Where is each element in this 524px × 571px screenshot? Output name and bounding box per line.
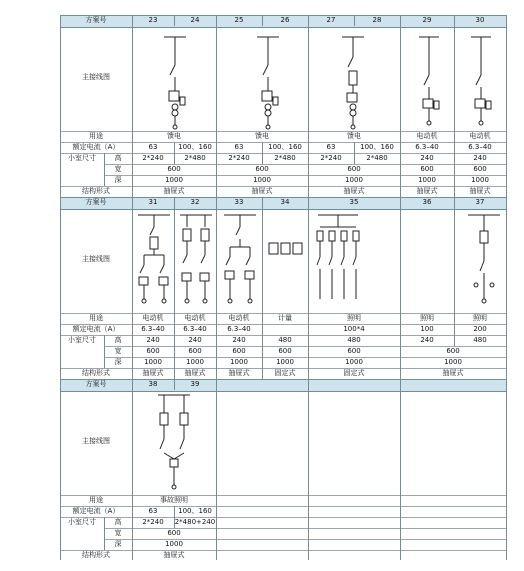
diagram-feeder-27-28: [338, 35, 368, 131]
depth-32: 1000: [186, 358, 204, 366]
scheme-32: 32: [190, 198, 200, 206]
width-23-24: 600: [167, 165, 181, 173]
usage-label-3: 用途: [89, 496, 103, 504]
height-34: 480: [278, 336, 292, 344]
scheme-25: 25: [234, 16, 244, 24]
diagram-motor-32: [178, 213, 214, 309]
scheme-table: [60, 15, 506, 559]
diagram-meter-34: [268, 241, 304, 257]
usage-label-2: 用途: [89, 314, 103, 322]
height-33: 240: [232, 336, 246, 344]
rated-current-label: 额定电流（A）: [72, 143, 120, 151]
scheme-no-label-2: 方案号: [85, 198, 107, 206]
current-30: 6.3–40: [468, 143, 492, 151]
diagram-lighting-36-37: [464, 213, 504, 309]
scheme-27: 27: [326, 16, 336, 24]
depth-34: 1000: [276, 358, 294, 366]
structure-25-26: 抽屉式: [251, 187, 273, 195]
usage-31: 电动机: [142, 314, 164, 322]
height-39: 2*480+240: [174, 518, 216, 526]
usage-25-26: 馈电: [255, 132, 269, 140]
height-28: 2*480: [366, 154, 388, 162]
scheme-29: 29: [422, 16, 432, 24]
current-31: 6.3–40: [141, 325, 165, 333]
usage-34: 计量: [278, 314, 292, 322]
usage-36: 照明: [420, 314, 434, 322]
structure-27-28: 抽屉式: [343, 187, 365, 195]
usage-37: 照明: [473, 314, 487, 322]
diagram-feeder-23-24: [160, 35, 190, 131]
rated-current-label-3: 额定电流（A）: [72, 507, 120, 515]
usage-35: 照明: [347, 314, 361, 322]
height-38: 2*240: [142, 518, 164, 526]
block-2: [60, 197, 506, 379]
rated-current-label-2: 额定电流（A）: [72, 325, 120, 333]
diagram-emergency-lighting-38-39: [154, 393, 194, 493]
scheme-36: 36: [422, 198, 432, 206]
width-38-39: 600: [167, 529, 181, 537]
depth-label-3: 深: [114, 540, 122, 548]
width-36-37: 600: [446, 347, 460, 355]
current-25: 63: [234, 143, 244, 151]
usage-27-28: 馈电: [347, 132, 361, 140]
width-35: 600: [347, 347, 361, 355]
diagram-label: 主接线图: [82, 73, 110, 81]
structure-35: 固定式: [343, 369, 365, 377]
depth-31: 1000: [144, 358, 162, 366]
diagram-motor-29-b: [415, 35, 443, 131]
scheme-31: 31: [148, 198, 158, 206]
height-37: 480: [473, 336, 487, 344]
diagram-lighting-35: [314, 213, 362, 309]
structure-34: 固定式: [274, 369, 296, 377]
scheme-38: 38: [148, 380, 158, 388]
height-27: 2*240: [320, 154, 342, 162]
height-label: 高: [114, 154, 122, 162]
scheme-23: 23: [148, 16, 158, 24]
structure-label: 结构形式: [82, 187, 110, 195]
height-26: 2*480: [274, 154, 296, 162]
width-30: 600: [473, 165, 487, 173]
depth-23-24: 1000: [165, 176, 183, 184]
depth-30: 1000: [471, 176, 489, 184]
structure-36-37: 抽屉式: [442, 369, 464, 377]
usage-label: 用途: [89, 132, 103, 140]
height-23: 2*240: [142, 154, 164, 162]
cabinet-size-label-2: 小室尺寸: [68, 336, 96, 344]
width-label-2: 宽: [114, 347, 122, 355]
diagram-feeder-25-26-b: [253, 35, 283, 131]
scheme-35: 35: [349, 198, 359, 206]
height-36: 240: [420, 336, 434, 344]
scheme-24: 24: [190, 16, 200, 24]
depth-label: 深: [114, 176, 122, 184]
current-23: 63: [148, 143, 158, 151]
depth-label-2: 深: [114, 358, 122, 366]
diagram-feeder-25-26: [308, 35, 338, 131]
depth-27-28: 1000: [345, 176, 363, 184]
width-27-28: 600: [347, 165, 361, 173]
scheme-30: 30: [475, 16, 485, 24]
current-33: 6.3–40: [227, 325, 251, 333]
structure-label-3: 结构形式: [82, 551, 110, 559]
diagram-motor-31: [136, 213, 172, 309]
structure-29: 抽屉式: [416, 187, 438, 195]
depth-29: 1000: [418, 176, 436, 184]
diagram-motor-30: [467, 35, 495, 131]
structure-38-39: 抽屉式: [163, 551, 185, 559]
diagram-label-2: 主接线图: [82, 255, 110, 263]
depth-35: 1000: [345, 358, 363, 366]
width-33: 600: [232, 347, 246, 355]
height-30: 240: [473, 154, 487, 162]
block-3: [60, 379, 506, 559]
current-37: 200: [473, 325, 487, 333]
current-38: 63: [148, 507, 158, 515]
width-31: 600: [146, 347, 160, 355]
depth-38-39: 1000: [165, 540, 183, 548]
depth-33: 1000: [230, 358, 248, 366]
structure-33: 抽屉式: [228, 369, 250, 377]
current-36: 100: [420, 325, 434, 333]
width-29: 600: [420, 165, 434, 173]
cabinet-size-label: 小室尺寸: [68, 154, 96, 162]
height-label-3: 高: [114, 518, 122, 526]
current-27: 63: [326, 143, 336, 151]
current-35: 100*4: [343, 325, 365, 333]
scheme-39: 39: [190, 380, 200, 388]
height-32: 240: [188, 336, 202, 344]
width-label: 宽: [114, 165, 122, 173]
height-29: 240: [420, 154, 434, 162]
structure-31: 抽屉式: [142, 369, 164, 377]
structure-30: 抽屉式: [469, 187, 491, 195]
usage-32: 电动机: [184, 314, 206, 322]
usage-23-24: 馈电: [167, 132, 181, 140]
scheme-26: 26: [280, 16, 290, 24]
diagram-motor-33: [222, 213, 258, 309]
height-25: 2*240: [228, 154, 250, 162]
width-34: 600: [278, 347, 292, 355]
width-label-3: 宽: [114, 529, 122, 537]
width-32: 600: [188, 347, 202, 355]
current-39: 100、160: [178, 507, 212, 515]
scheme-no-label-3: 方案号: [85, 380, 107, 388]
structure-32: 抽屉式: [184, 369, 206, 377]
current-32: 6.3–40: [183, 325, 207, 333]
height-label-2: 高: [114, 336, 122, 344]
scheme-no-label: 方案号: [85, 16, 107, 24]
depth-36-37: 1000: [444, 358, 462, 366]
current-24: 100、160: [178, 143, 212, 151]
scheme-34: 34: [280, 198, 290, 206]
height-35: 480: [347, 336, 361, 344]
scheme-37: 37: [475, 198, 485, 206]
current-29: 6.3–40: [415, 143, 439, 151]
current-28: 100、160: [360, 143, 394, 151]
scheme-33: 33: [234, 198, 244, 206]
usage-30: 电动机: [469, 132, 491, 140]
current-26: 100、160: [268, 143, 302, 151]
cabinet-size-label-3: 小室尺寸: [68, 518, 96, 526]
usage-29: 电动机: [416, 132, 438, 140]
structure-23-24: 抽屉式: [163, 187, 185, 195]
usage-38-39: 事故照明: [160, 496, 188, 504]
usage-33: 电动机: [228, 314, 250, 322]
height-24: 2*480: [184, 154, 206, 162]
width-25-26: 600: [255, 165, 269, 173]
diagram-label-3: 主接线图: [82, 437, 110, 445]
depth-25-26: 1000: [253, 176, 271, 184]
structure-label-2: 结构形式: [82, 369, 110, 377]
block-1: [60, 15, 506, 196]
scheme-28: 28: [372, 16, 382, 24]
height-31: 240: [146, 336, 160, 344]
